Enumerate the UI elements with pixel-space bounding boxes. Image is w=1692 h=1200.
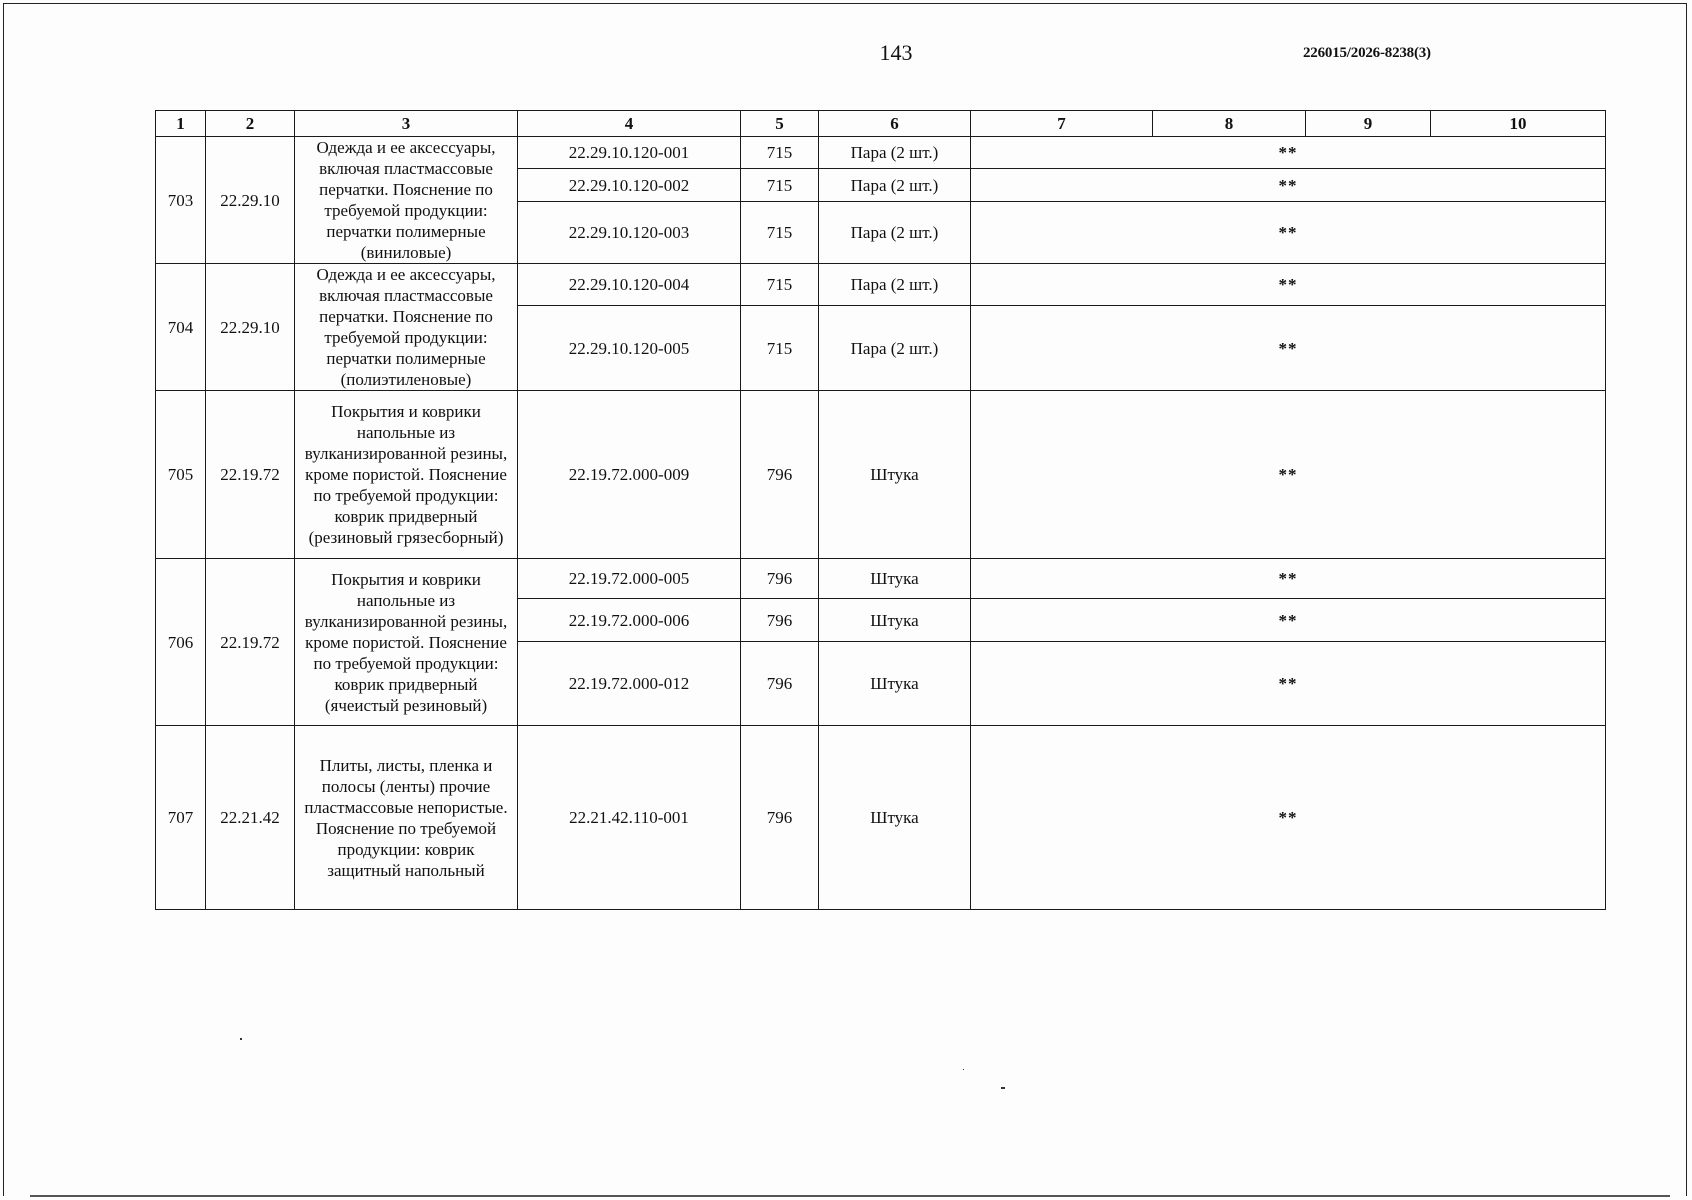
- column-header: 1: [156, 111, 206, 137]
- column-header: 8: [1153, 111, 1306, 137]
- column-header: 6: [819, 111, 971, 137]
- okei-code: 796: [741, 559, 819, 599]
- merged-value: **: [971, 169, 1606, 202]
- unit-name: Пара (2 шт.): [819, 169, 971, 202]
- table-row: [156, 391, 1606, 559]
- page-number: 143: [879, 40, 913, 65]
- item-description: Покрытия и коврики напольные из вулканизированной резины, кроме пористой. Пояснение по требуемой продукции: коврик придверный (ячеистый резиновый): [295, 559, 518, 726]
- okei-code: 796: [741, 599, 819, 642]
- ktru-code: 22.29.10.120-001: [518, 137, 741, 169]
- ktru-code: 22.19.72.000-005: [518, 559, 741, 599]
- unit-name: Штука: [819, 726, 971, 910]
- ktru-code: 22.19.72.000-012: [518, 642, 741, 726]
- scan-speck: [963, 1069, 964, 1070]
- unit-name: Пара (2 шт.): [819, 306, 971, 391]
- column-header: 9: [1306, 111, 1431, 137]
- column-header: 7: [971, 111, 1153, 137]
- unit-name: Штука: [819, 599, 971, 642]
- page-bottom-edge: [30, 1195, 1670, 1197]
- row-number: 707: [156, 726, 206, 910]
- ktru-code: 22.29.10.120-002: [518, 169, 741, 202]
- merged-value: **: [971, 599, 1606, 642]
- ktru-code: 22.21.42.110-001: [518, 726, 741, 910]
- ktru-code: 22.29.10.120-005: [518, 306, 741, 391]
- merged-value: **: [971, 726, 1606, 910]
- merged-value: **: [971, 559, 1606, 599]
- okei-code: 715: [741, 137, 819, 169]
- scan-speck: [1001, 1087, 1005, 1089]
- ktru-code: 22.29.10.120-004: [518, 264, 741, 306]
- unit-name: Пара (2 шт.): [819, 137, 971, 169]
- scan-speck: [240, 1038, 242, 1040]
- unit-name: Штука: [819, 642, 971, 726]
- item-description: Плиты, листы, пленка и полосы (ленты) прочие пластмассовые непористые. Пояснение по требуемой продукции: коврик защитный напольный: [295, 726, 518, 910]
- merged-value: **: [971, 264, 1606, 306]
- table-row: [156, 726, 1606, 910]
- okpd2-code: 22.29.10: [206, 137, 295, 264]
- merged-value: **: [971, 137, 1606, 169]
- okei-code: 715: [741, 306, 819, 391]
- merged-value: **: [971, 642, 1606, 726]
- okei-code: 796: [741, 642, 819, 726]
- okei-code: 715: [741, 169, 819, 202]
- okpd2-code: 22.19.72: [206, 559, 295, 726]
- item-description: Одежда и ее аксессуары, включая пластмассовые перчатки. Пояснение по требуемой продукции: перчатки полимерные (виниловые): [295, 137, 518, 264]
- table-row: [156, 264, 1606, 306]
- ktru-code: 22.19.72.000-009: [518, 391, 741, 559]
- column-header: 2: [206, 111, 295, 137]
- unit-name: Штука: [819, 391, 971, 559]
- item-description: Покрытия и коврики напольные из вулканизированной резины, кроме пористой. Пояснение по требуемой продукции: коврик придверный (резиновый грязесборный): [295, 391, 518, 559]
- okpd2-code: 22.29.10: [206, 264, 295, 391]
- ktru-code: 22.29.10.120-003: [518, 202, 741, 264]
- table-row: [156, 559, 1606, 599]
- okpd2-code: 22.19.72: [206, 391, 295, 559]
- ktru-code: 22.19.72.000-006: [518, 599, 741, 642]
- column-header: 4: [518, 111, 741, 137]
- column-header: 3: [295, 111, 518, 137]
- column-header: 5: [741, 111, 819, 137]
- registry-table: [155, 110, 1606, 910]
- unit-name: Штука: [819, 559, 971, 599]
- merged-value: **: [971, 306, 1606, 391]
- row-number: 703: [156, 137, 206, 264]
- merged-value: **: [971, 202, 1606, 264]
- table-row: [156, 137, 1606, 169]
- row-number: 706: [156, 559, 206, 726]
- document-number: 226015/2026-8238(3): [1303, 45, 1431, 61]
- okei-code: 796: [741, 391, 819, 559]
- row-number: 705: [156, 391, 206, 559]
- header-row: [156, 111, 1606, 137]
- merged-value: **: [971, 391, 1606, 559]
- row-number: 704: [156, 264, 206, 391]
- okei-code: 715: [741, 202, 819, 264]
- okpd2-code: 22.21.42: [206, 726, 295, 910]
- unit-name: Пара (2 шт.): [819, 202, 971, 264]
- unit-name: Пара (2 шт.): [819, 264, 971, 306]
- item-description: Одежда и ее аксессуары, включая пластмассовые перчатки. Пояснение по требуемой продукции: перчатки полимерные (полиэтиленовые): [295, 264, 518, 391]
- okei-code: 715: [741, 264, 819, 306]
- column-header: 10: [1431, 111, 1606, 137]
- okei-code: 796: [741, 726, 819, 910]
